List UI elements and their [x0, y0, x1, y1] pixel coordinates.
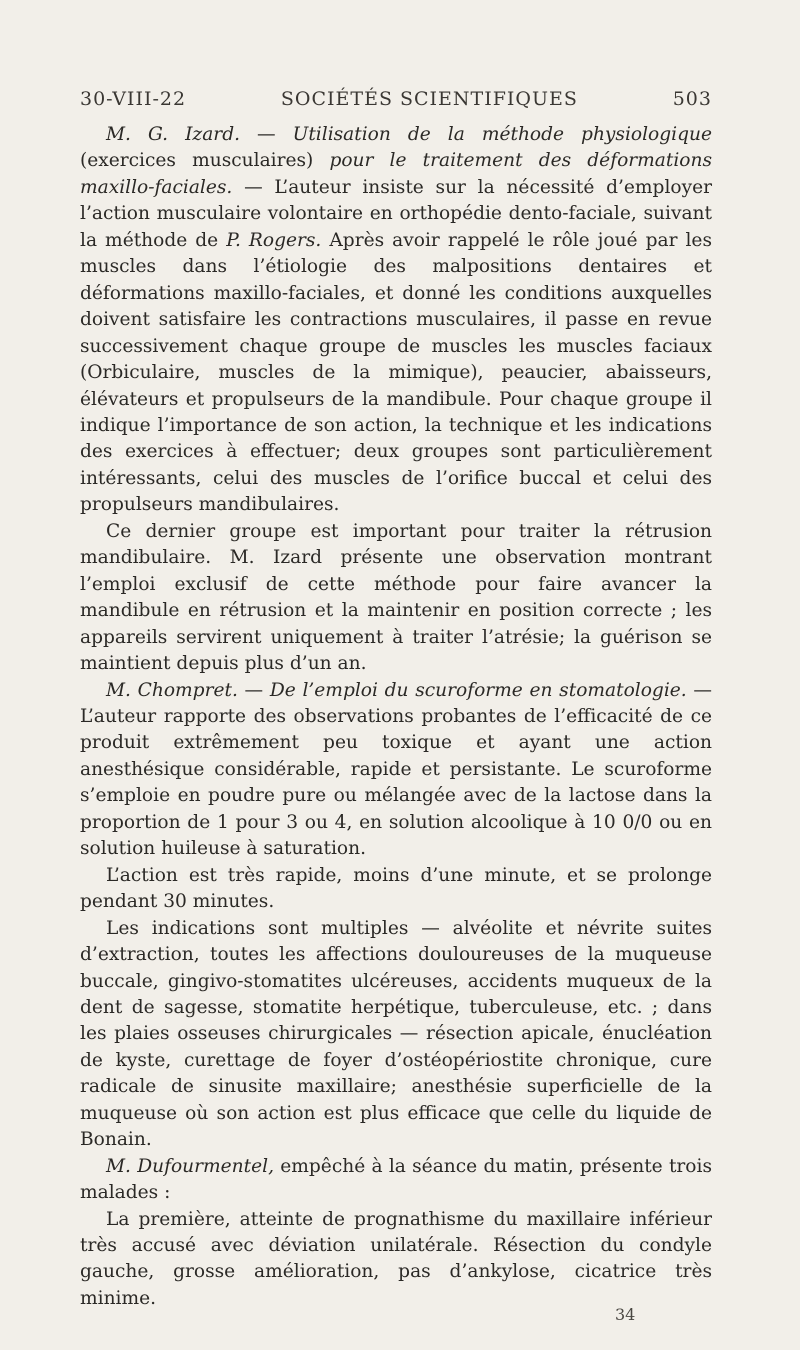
header-date: 30-VIII-22 — [80, 88, 187, 110]
paragraph-izard — [80, 122, 712, 519]
paragraph-text: Ce dernier groupe est important pour traiter la rétrusion mandibulaire. M. Izard présente une observation montrant l’emploi exclusif de cette méthode pour faire avancer la mandibule en rétrusion et la maintenir en position correcte ; les appareils servirent uniquement à traiter l’atrésie; la guérison se maintient depuis plus d’un an. — [80, 520, 712, 675]
paragraph-retrusion — [80, 519, 712, 678]
paragraph-text: La première, atteinte de prognathisme du maxillaire inférieur très accusé avec déviation unilatérale. Résection du condyle gauche, grosse amélioration, pas d’ankylose, cicatrice très minime. — [80, 1208, 712, 1309]
author-name: M. Chompret. — [106, 679, 238, 701]
title-middle: (exercices musculaires) — [80, 150, 330, 172]
signature-mark: 34 — [615, 1305, 636, 1324]
paragraph-text: empêché à la séance du matin, présente trois malades : — [80, 1155, 712, 1204]
paragraph-text-continued: Après avoir rappelé le rôle joué par les muscles dans l’étiologie des malpositions dentaires et déformations maxillo-faciales, et donné les conditions auxquelles doivent satisfaire les contractions musculaires, il passe en revue successivement chaque groupe de muscles les muscles faciaux (Orbiculaire, muscles de la mimique), peaucier, abaisseurs, élévateurs et propulseurs de la mandibule. Pour chaque groupe il indique l’importance de son action, la technique et les indications des exercices à effectuer; deux groupes sont particulièrement intéressants, celui des muscles de l’orifice buccal et celui des propulseurs mandibulaires. — [80, 229, 712, 516]
paragraph-first-patient — [80, 1207, 712, 1313]
communication-title-continued: pour le traitement des déformations maxillo-faciales. — [80, 150, 713, 198]
separator: — — [237, 679, 270, 701]
author-name: M. Dufourmentel, — [106, 1155, 274, 1177]
paragraph-text: Les indications sont multiples — alvéolite et névrite suites d’extraction, toutes les affections douloureuses de la muqueuse buccale, gingivo-stomatites ulcéreuses, accidents muqueux de la dent de sagesse, stomatite herpétique, tuberculeuse, etc. ; dans les plaies osseuses chirurgicales — résection apicale, énucléation de kyste, curettage de foyer d’ostéopériostite chronique, cure radicale de sinusite maxillaire; anesthésie superficielle de la muqueuse où son action est plus efficace que celle du liquide de Bonain. — [80, 917, 712, 1151]
paragraph-dufourmentel — [80, 1154, 712, 1207]
paragraph-chompret — [80, 678, 712, 863]
separator: — — [240, 124, 293, 145]
paragraph-text: — L’auteur rapporte des observations probantes de l’efficacité de ce produit extrêmement peu toxique et ayant une action anesthésique considérable, rapide et persistante. Le scuroforme s’emploie en poudre pure ou mélangée avec de la lactose dans la proportion de 1 pour 3 ou 4, en solution alcoolique à 10 0/0 ou en solution huileuse à saturation. — [80, 679, 712, 860]
article-body — [80, 122, 712, 1312]
paragraph-indications — [80, 916, 712, 1154]
paragraph-action — [80, 863, 712, 916]
author-name: M. G. Izard. — [106, 124, 241, 145]
header-section-title: SOCIÉTÉS SCIENTIFIQUES — [280, 88, 578, 110]
cited-author: P. Rogers. — [226, 229, 322, 251]
paragraph-text: L’action est très rapide, moins d’une minute, et se prolonge pendant 30 minutes. — [80, 864, 712, 913]
paragraph-text: — L’auteur insiste sur la nécessité d’employer l’action musculaire volontaire en orthopédie dento-faciale, suivant la méthode de — [80, 176, 712, 251]
page-number: 503 — [672, 88, 712, 110]
communication-title: De l’emploi du scuroforme en stomatologie. — [269, 679, 687, 701]
communication-title: Utilisation de la méthode physiologique — [292, 124, 712, 145]
running-header — [80, 88, 712, 110]
